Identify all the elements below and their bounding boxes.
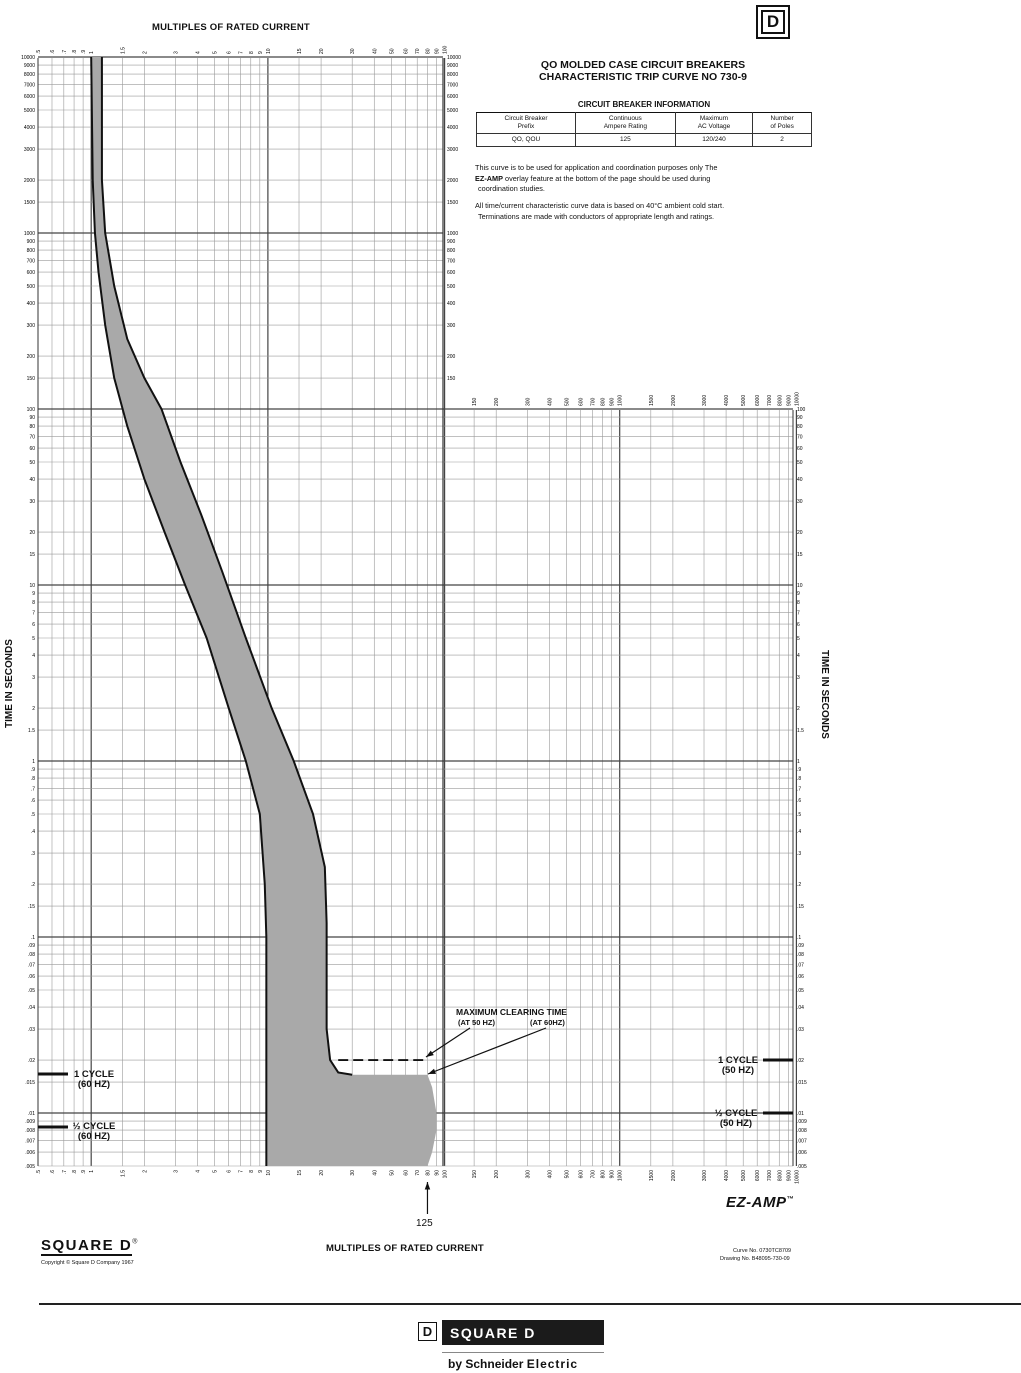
x-tick-bottom: 10000 bbox=[794, 1170, 801, 1184]
y-tick-left: 4000 bbox=[23, 125, 35, 132]
x-tick-bottom: 70 bbox=[415, 1170, 422, 1176]
y-tick-left: .6 bbox=[30, 798, 35, 805]
x-tick-bottom: 60 bbox=[403, 1170, 410, 1176]
y-tick-left: 4 bbox=[32, 653, 35, 660]
bottom-brand-rule bbox=[442, 1352, 604, 1353]
x-tick-bottom: 40 bbox=[372, 1170, 379, 1176]
y-tick-left: .9 bbox=[30, 767, 35, 774]
y-tick-left: 700 bbox=[26, 258, 35, 265]
y-tick-left: 2 bbox=[32, 706, 35, 713]
x-tick-mid: 8000 bbox=[777, 394, 784, 406]
x-tick-bottom: 900 bbox=[609, 1170, 616, 1179]
x-tick-bottom: 4000 bbox=[724, 1170, 731, 1182]
rating-marker-label: 125 bbox=[416, 1218, 433, 1229]
x-tick-bottom: .6 bbox=[49, 1170, 56, 1175]
y-tick-left: 600 bbox=[26, 270, 35, 277]
y-tick-left: .009 bbox=[25, 1119, 35, 1126]
bottom-logo-d: D bbox=[418, 1322, 437, 1341]
y-tick-left: 3 bbox=[32, 675, 35, 682]
y-tick-left: 200 bbox=[26, 354, 35, 361]
y-tick-right: .05 bbox=[797, 988, 804, 994]
y-tick-left: 150 bbox=[26, 376, 35, 383]
y-tick-right: 200 bbox=[447, 354, 456, 361]
y-tick-right: .06 bbox=[797, 974, 804, 981]
y-tick-left: 3000 bbox=[23, 147, 35, 154]
y-tick-right: 9 bbox=[797, 591, 800, 598]
x-tick-mid: 10000 bbox=[794, 392, 801, 406]
y-tick-left: .03 bbox=[28, 1027, 35, 1034]
y-axis-label-right: TIME IN SECONDS bbox=[819, 650, 830, 739]
logo-letter: D bbox=[761, 10, 785, 34]
y-tick-right: 15 bbox=[797, 552, 803, 559]
y-tick-right: 5000 bbox=[447, 108, 459, 114]
x-tick-bottom: .7 bbox=[61, 1170, 68, 1175]
one-cycle-60hz-label: 1 CYCLE (60 HZ) bbox=[73, 1069, 115, 1090]
y-tick-left: 100 bbox=[26, 407, 35, 414]
y-tick-left: .2 bbox=[30, 882, 35, 889]
y-tick-right: 300 bbox=[447, 323, 456, 330]
y-tick-right: 400 bbox=[447, 301, 456, 308]
y-tick-left: .006 bbox=[25, 1150, 35, 1157]
y-tick-left: .02 bbox=[28, 1058, 35, 1065]
arrow-60hz-head bbox=[428, 1069, 436, 1074]
y-tick-right: 20 bbox=[797, 530, 803, 537]
ez-amp-logo: EZ-AMP™ bbox=[726, 1194, 794, 1211]
square-d-logo bbox=[756, 5, 790, 39]
arrow-60hz-shaft bbox=[428, 1028, 546, 1074]
y-tick-left: 70 bbox=[29, 434, 35, 441]
x-tick-top: 80 bbox=[425, 48, 432, 54]
y-tick-right: 8 bbox=[797, 600, 800, 607]
x-tick-bottom: 150 bbox=[472, 1170, 479, 1179]
y-tick-right: 4 bbox=[797, 653, 800, 660]
x-tick-top: 30 bbox=[350, 48, 357, 54]
y-tick-right: .01 bbox=[797, 1111, 804, 1118]
half-cycle-50hz-label: ½ CYCLE (50 HZ) bbox=[714, 1108, 758, 1129]
x-tick-top: 50 bbox=[389, 48, 396, 54]
info-cell-prefix: QO, QOU bbox=[477, 134, 576, 147]
x-tick-bottom: 6 bbox=[226, 1170, 233, 1173]
x-tick-bottom: .8 bbox=[72, 1170, 79, 1175]
x-tick-bottom: 8000 bbox=[777, 1170, 784, 1182]
y-tick-left: .3 bbox=[30, 851, 35, 858]
title-line-2: CHARACTERISTIC TRIP CURVE NO 730-9 bbox=[539, 71, 747, 83]
y-tick-right: 80 bbox=[797, 424, 803, 431]
info-header-voltage: Maximum AC Voltage bbox=[675, 113, 752, 134]
x-tick-bottom: 8 bbox=[248, 1170, 255, 1173]
x-tick-mid: 700 bbox=[590, 397, 597, 406]
max-clearing-label: MAXIMUM CLEARING TIME bbox=[456, 1007, 567, 1017]
y-tick-left: 1 bbox=[32, 759, 35, 766]
y-tick-right: 8000 bbox=[447, 72, 459, 79]
y-tick-right: 1 bbox=[797, 759, 800, 766]
y-tick-left: .1 bbox=[30, 935, 35, 942]
x-tick-bottom: 7 bbox=[238, 1170, 245, 1173]
at-60hz-label: (AT 60HZ) bbox=[530, 1018, 565, 1027]
x-tick-bottom: 9 bbox=[257, 1170, 264, 1173]
y-tick-left: 80 bbox=[29, 424, 35, 431]
x-tick-bottom: 5 bbox=[212, 1170, 219, 1173]
y-tick-right: 1000 bbox=[447, 231, 459, 238]
x-tick-mid: 4000 bbox=[724, 394, 731, 406]
y-tick-right: 1.5 bbox=[797, 728, 804, 735]
x-tick-bottom: 1 bbox=[89, 1170, 96, 1173]
x-tick-bottom: 3 bbox=[173, 1170, 180, 1173]
y-tick-right: 10000 bbox=[447, 55, 461, 62]
y-tick-left: 6000 bbox=[23, 94, 35, 101]
x-tick-mid: 400 bbox=[547, 397, 554, 406]
x-tick-top: .9 bbox=[81, 49, 88, 54]
y-tick-right: .005 bbox=[797, 1164, 807, 1170]
x-tick-mid: 6000 bbox=[755, 394, 762, 406]
y-tick-right: 6 bbox=[797, 622, 800, 629]
y-tick-right: .09 bbox=[797, 943, 804, 950]
y-tick-left: 15 bbox=[29, 552, 35, 559]
y-tick-right: .006 bbox=[797, 1150, 807, 1157]
y-tick-right: .4 bbox=[797, 829, 802, 836]
title-line-1: QO MOLDED CASE CIRCUIT BREAKERS bbox=[540, 59, 746, 71]
y-tick-left: 30 bbox=[29, 499, 35, 506]
y-tick-left: 400 bbox=[26, 301, 35, 308]
y-tick-right: .15 bbox=[797, 904, 804, 911]
x-tick-mid: 3000 bbox=[702, 394, 709, 406]
top-axis-label: MULTIPLES OF RATED CURRENT bbox=[152, 22, 310, 33]
x-tick-top: 8 bbox=[248, 51, 255, 54]
y-tick-right: 50 bbox=[797, 460, 803, 466]
x-tick-bottom: 500 bbox=[564, 1170, 571, 1179]
x-tick-mid: 7000 bbox=[767, 394, 774, 406]
y-tick-right: .9 bbox=[797, 767, 802, 774]
info-header-rating: Continuous Ampere Rating bbox=[575, 113, 675, 134]
one-cycle-50hz-label: 1 CYCLE (50 HZ) bbox=[717, 1055, 759, 1076]
drawing-number: Drawing No. B48095-730-09 bbox=[720, 1256, 790, 1262]
x-tick-bottom: 200 bbox=[494, 1170, 501, 1179]
y-tick-left: 9 bbox=[32, 591, 35, 598]
x-tick-bottom: 30 bbox=[350, 1170, 357, 1176]
y-tick-left: 10000 bbox=[21, 55, 35, 62]
y-tick-left: 800 bbox=[26, 248, 35, 255]
footer-divider bbox=[39, 1303, 1021, 1305]
y-tick-right: 7000 bbox=[447, 82, 459, 89]
y-tick-left: 50 bbox=[29, 460, 35, 466]
x-tick-mid: 1000 bbox=[617, 394, 624, 406]
x-tick-bottom: 1000 bbox=[617, 1170, 624, 1182]
y-tick-right: 600 bbox=[447, 270, 456, 277]
x-tick-bottom: 2000 bbox=[670, 1170, 677, 1182]
y-tick-right: 30 bbox=[797, 499, 803, 506]
y-tick-left: .15 bbox=[28, 904, 35, 911]
copyright: Copyright © Square D Company 1967 bbox=[41, 1260, 134, 1266]
arrow-50hz-shaft bbox=[426, 1028, 470, 1057]
note-2: All time/current characteristic curve data is based on 40°C ambient cold start. Terminations are made with conductors of appropriate length and ratings. bbox=[475, 201, 725, 221]
rating-arrow-head bbox=[425, 1182, 430, 1190]
x-tick-top: 10 bbox=[265, 48, 272, 54]
y-tick-right: .7 bbox=[797, 786, 802, 793]
info-cell-rating: 125 bbox=[575, 134, 675, 147]
y-tick-right: .6 bbox=[797, 798, 802, 805]
info-header-prefix: Circuit Breaker Prefix bbox=[477, 113, 576, 134]
y-tick-right: .8 bbox=[797, 776, 802, 783]
y-tick-left: 5000 bbox=[23, 108, 35, 114]
x-tick-mid: 800 bbox=[600, 397, 607, 406]
x-tick-bottom: 4 bbox=[195, 1170, 202, 1173]
y-tick-left: .09 bbox=[28, 943, 35, 950]
x-tick-bottom: 20 bbox=[319, 1170, 326, 1176]
y-tick-left: .8 bbox=[30, 776, 35, 783]
y-tick-right: 500 bbox=[447, 284, 456, 290]
schneider-electric: by Schneider Electric bbox=[448, 1357, 579, 1371]
x-tick-top: 5 bbox=[212, 51, 219, 54]
x-tick-bottom: 3000 bbox=[702, 1170, 709, 1182]
x-tick-bottom: .9 bbox=[81, 1170, 88, 1175]
arrow-50hz-head bbox=[426, 1051, 434, 1057]
y-tick-right: .2 bbox=[797, 882, 802, 889]
y-tick-left: 1.5 bbox=[28, 728, 35, 735]
bottom-axis-label: MULTIPLES OF RATED CURRENT bbox=[326, 1243, 484, 1254]
y-tick-right: .015 bbox=[797, 1080, 807, 1087]
x-tick-top: 40 bbox=[372, 48, 379, 54]
y-axis-label-left: TIME IN SECONDS bbox=[4, 639, 15, 728]
x-tick-top: .8 bbox=[72, 49, 79, 54]
y-tick-right: .009 bbox=[797, 1119, 807, 1126]
x-tick-bottom: 600 bbox=[578, 1170, 585, 1179]
y-tick-right: .07 bbox=[797, 962, 804, 969]
x-tick-bottom: 1500 bbox=[648, 1170, 655, 1182]
footer-brand: SQUARE D® bbox=[41, 1237, 138, 1254]
x-tick-bottom: 9000 bbox=[786, 1170, 793, 1182]
y-tick-left: .7 bbox=[30, 786, 35, 793]
x-tick-top: .5 bbox=[36, 49, 42, 54]
x-tick-bottom: 5000 bbox=[741, 1170, 748, 1182]
y-tick-right: .03 bbox=[797, 1027, 804, 1034]
y-tick-right: 60 bbox=[797, 446, 803, 453]
y-tick-left: .08 bbox=[28, 952, 35, 959]
y-tick-left: .4 bbox=[30, 829, 35, 836]
y-tick-right: 2 bbox=[797, 706, 800, 713]
x-tick-top: .7 bbox=[61, 49, 68, 54]
y-tick-right: 5 bbox=[797, 636, 800, 642]
y-tick-right: 3 bbox=[797, 675, 800, 682]
y-tick-right: 10 bbox=[797, 583, 803, 590]
x-tick-bottom: 2 bbox=[142, 1170, 149, 1173]
y-tick-right: 3000 bbox=[447, 147, 459, 154]
y-tick-right: 7 bbox=[797, 610, 800, 617]
y-tick-left: 8000 bbox=[23, 72, 35, 79]
y-tick-left: .008 bbox=[25, 1128, 35, 1135]
x-tick-bottom: .5 bbox=[36, 1170, 42, 1175]
info-cell-voltage: 120/240 bbox=[675, 134, 752, 147]
x-tick-bottom: 90 bbox=[434, 1170, 441, 1176]
y-tick-right: .02 bbox=[797, 1058, 804, 1065]
trip-band-fill bbox=[91, 57, 436, 1166]
y-tick-left: 7 bbox=[32, 610, 35, 617]
circuit-breaker-info-table bbox=[476, 112, 812, 147]
x-tick-top: 2 bbox=[142, 51, 149, 54]
x-tick-bottom: 300 bbox=[525, 1170, 532, 1179]
x-tick-bottom: 6000 bbox=[755, 1170, 762, 1182]
x-tick-top: 9 bbox=[257, 51, 264, 54]
y-tick-left: 300 bbox=[26, 323, 35, 330]
y-tick-right: .008 bbox=[797, 1128, 807, 1135]
y-tick-right: 2000 bbox=[447, 178, 459, 185]
x-tick-top: 1.5 bbox=[120, 47, 127, 54]
y-tick-left: 500 bbox=[26, 284, 35, 290]
y-tick-left: 8 bbox=[32, 600, 35, 607]
y-tick-left: .06 bbox=[28, 974, 35, 981]
y-tick-left: 40 bbox=[29, 477, 35, 484]
x-tick-bottom: 15 bbox=[297, 1170, 304, 1176]
x-tick-bottom: 700 bbox=[590, 1170, 597, 1179]
x-tick-mid: 600 bbox=[578, 397, 585, 406]
x-tick-bottom: 800 bbox=[600, 1170, 607, 1179]
x-tick-top: 20 bbox=[319, 48, 326, 54]
y-tick-left: .005 bbox=[25, 1164, 35, 1170]
y-tick-left: 90 bbox=[29, 415, 35, 422]
x-tick-bottom: 1.5 bbox=[120, 1170, 127, 1177]
y-tick-left: 2000 bbox=[23, 178, 35, 185]
x-tick-bottom: 400 bbox=[547, 1170, 554, 1179]
x-tick-mid: 1500 bbox=[648, 394, 655, 406]
x-tick-top: .6 bbox=[49, 49, 56, 54]
y-tick-left: .007 bbox=[25, 1138, 35, 1145]
y-tick-left: 10 bbox=[29, 583, 35, 590]
y-tick-left: 20 bbox=[29, 530, 35, 537]
x-tick-top: 7 bbox=[238, 51, 245, 54]
y-tick-right: 40 bbox=[797, 477, 803, 484]
x-tick-top: 6 bbox=[226, 51, 233, 54]
y-tick-right: .3 bbox=[797, 851, 802, 858]
x-tick-top: 1 bbox=[89, 51, 96, 54]
y-tick-left: 9000 bbox=[23, 63, 35, 70]
x-tick-top: 4 bbox=[195, 51, 202, 54]
x-tick-top: 90 bbox=[434, 48, 441, 54]
y-tick-right: .1 bbox=[797, 935, 802, 942]
y-tick-left: 6 bbox=[32, 622, 35, 629]
x-tick-mid: 5000 bbox=[741, 394, 748, 406]
y-tick-left: .05 bbox=[28, 988, 35, 994]
curve-number: Curve No. 0730TC8709 bbox=[733, 1248, 792, 1254]
x-tick-top: 3 bbox=[173, 51, 180, 54]
y-tick-left: .5 bbox=[30, 812, 35, 818]
y-tick-left: .07 bbox=[28, 962, 35, 969]
y-tick-left: 60 bbox=[29, 446, 35, 453]
half-cycle-60hz-label: ½ CYCLE (60 HZ) bbox=[72, 1121, 116, 1142]
y-tick-left: 900 bbox=[26, 239, 35, 246]
x-tick-top: 100 bbox=[442, 45, 449, 54]
info-header-poles: Number of Poles bbox=[753, 113, 812, 134]
x-tick-bottom: 50 bbox=[389, 1170, 396, 1176]
y-tick-left: .01 bbox=[28, 1111, 35, 1118]
y-tick-right: 100 bbox=[797, 407, 806, 414]
x-tick-mid: 500 bbox=[564, 397, 571, 406]
y-tick-right: 700 bbox=[447, 258, 456, 265]
y-tick-right: 900 bbox=[447, 239, 456, 246]
y-tick-right: 90 bbox=[797, 415, 803, 422]
bottom-brand-bar: SQUARE D bbox=[442, 1320, 604, 1345]
x-tick-mid: 900 bbox=[609, 397, 616, 406]
y-tick-left: .04 bbox=[28, 1005, 35, 1012]
y-tick-right: .08 bbox=[797, 952, 804, 959]
y-tick-right: .5 bbox=[797, 812, 802, 818]
y-tick-right: 800 bbox=[447, 248, 456, 255]
x-tick-bottom: 10 bbox=[265, 1170, 272, 1176]
chart-title bbox=[470, 59, 816, 83]
y-tick-right: 70 bbox=[797, 434, 803, 441]
x-tick-bottom: 100 bbox=[442, 1170, 449, 1179]
x-tick-bottom: 7000 bbox=[767, 1170, 774, 1182]
x-tick-mid: 150 bbox=[472, 397, 479, 406]
x-tick-mid: 2000 bbox=[670, 394, 677, 406]
y-tick-right: .007 bbox=[797, 1138, 807, 1145]
x-tick-top: 60 bbox=[403, 48, 410, 54]
y-tick-right: 9000 bbox=[447, 63, 459, 70]
x-tick-bottom: 80 bbox=[425, 1170, 432, 1176]
y-tick-right: 4000 bbox=[447, 125, 459, 132]
y-tick-left: 1000 bbox=[23, 231, 35, 238]
x-tick-top: 70 bbox=[415, 48, 422, 54]
y-tick-left: 7000 bbox=[23, 82, 35, 89]
y-tick-right: .04 bbox=[797, 1005, 804, 1012]
info-table-title: CIRCUIT BREAKER INFORMATION bbox=[577, 100, 711, 109]
info-cell-poles: 2 bbox=[753, 134, 812, 147]
min-trip-curve bbox=[91, 57, 266, 1166]
x-tick-top: 15 bbox=[297, 48, 304, 54]
y-tick-right: 6000 bbox=[447, 94, 459, 101]
y-tick-right: 150 bbox=[447, 376, 456, 383]
y-tick-right: 1500 bbox=[447, 200, 459, 207]
x-tick-mid: 9000 bbox=[786, 394, 793, 406]
y-tick-left: 1500 bbox=[23, 200, 35, 207]
x-tick-mid: 200 bbox=[494, 397, 501, 406]
at-50hz-label: (AT 50 HZ) bbox=[458, 1018, 495, 1027]
y-tick-left: 5 bbox=[32, 636, 35, 642]
note-1: This curve is to be used for application and coordination purposes only The EZ-AMP overlay feature at the bottom of the page should be used during coordination studies. bbox=[475, 163, 718, 193]
y-tick-left: .015 bbox=[25, 1080, 35, 1087]
x-tick-mid: 300 bbox=[525, 397, 532, 406]
